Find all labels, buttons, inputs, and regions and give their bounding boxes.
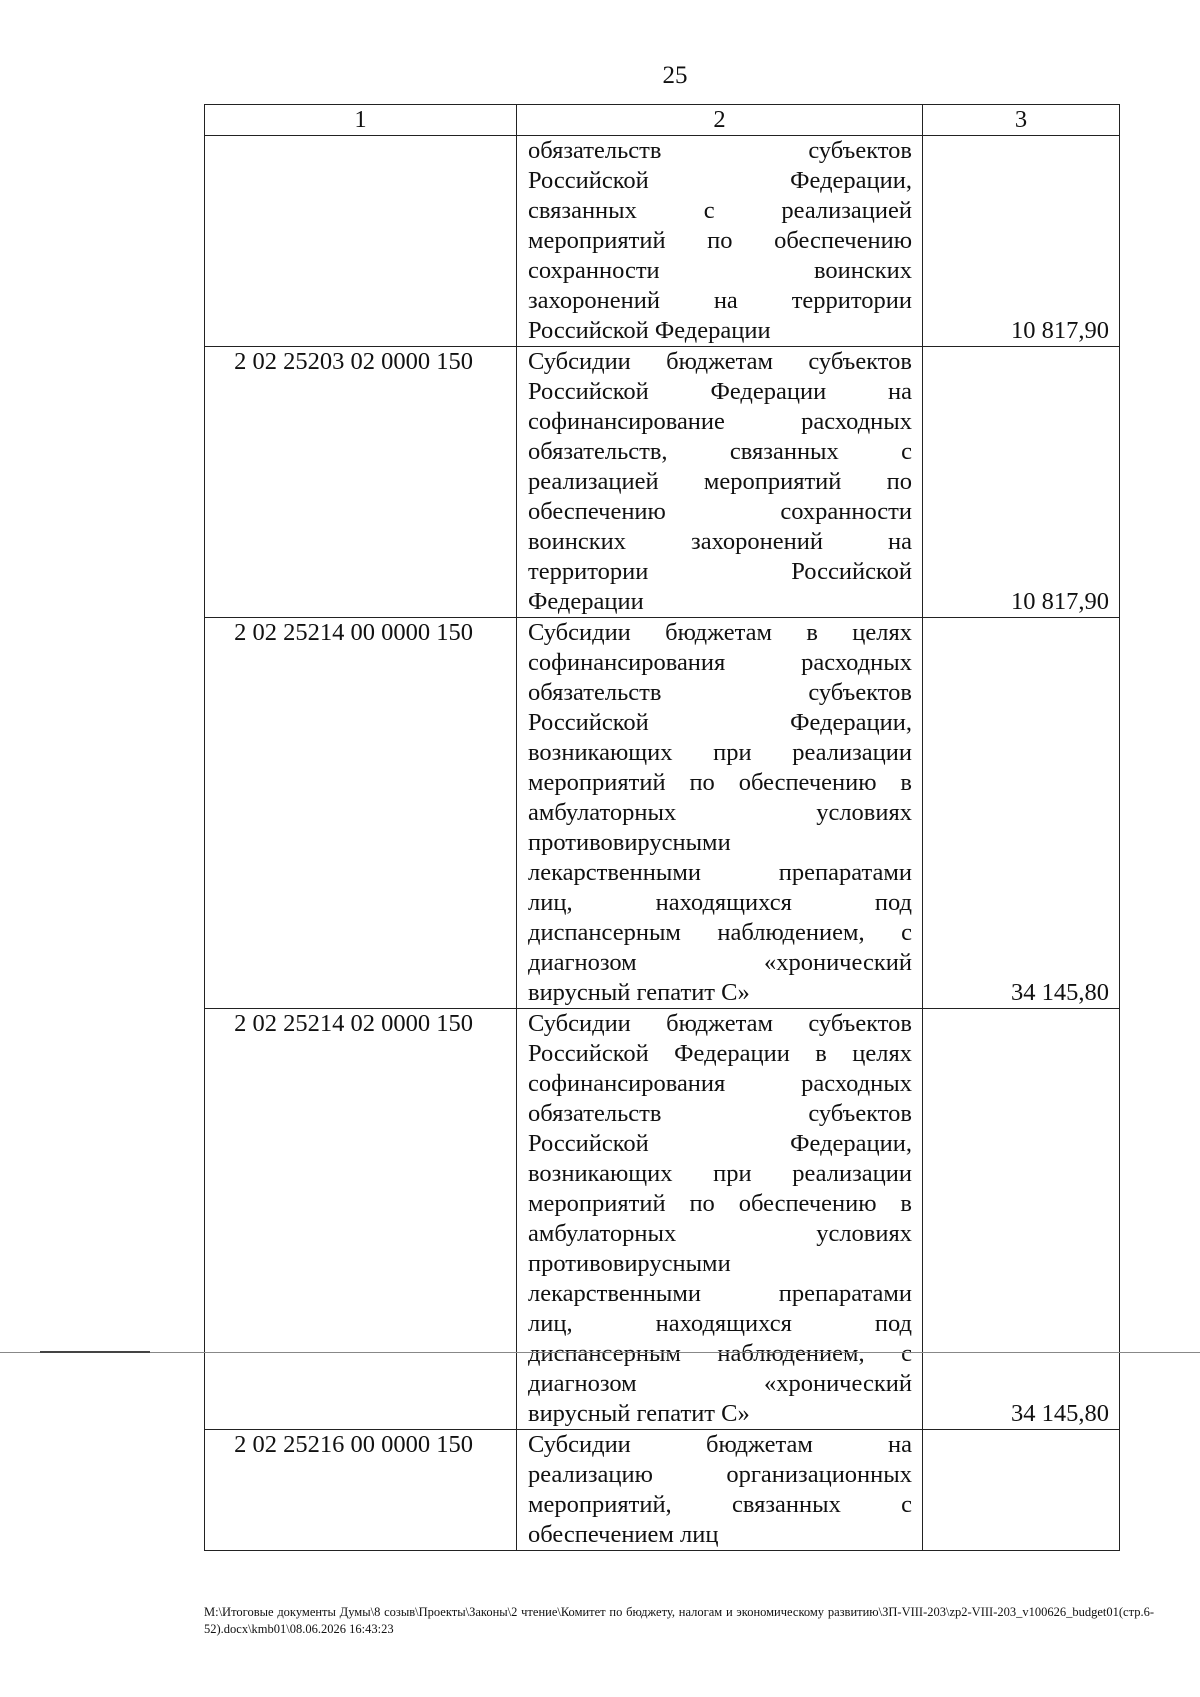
table-row (205, 347, 1120, 618)
budget-code-cell: 2 02 25214 00 0000 150 (205, 618, 517, 1009)
description-line: мероприятий по обеспечению в (528, 769, 912, 796)
description-line: противовирусными (528, 829, 731, 856)
description-line: вирусный гепатит С» (528, 979, 750, 1006)
description-line: обеспечением лиц (528, 1521, 719, 1548)
column-header-1: 1 (205, 105, 517, 136)
scan-artifact-mark (40, 1351, 150, 1354)
amount-value: 10 817,90 (1011, 317, 1109, 344)
description-line: захоронений на территории (528, 287, 912, 314)
description-line: Субсидии бюджетам субъектов (528, 348, 912, 375)
budget-code-cell: 2 02 25203 02 0000 150 (205, 347, 517, 618)
description-line: софинансирования расходных (528, 1070, 912, 1097)
description-line: Федерации (528, 588, 644, 615)
table-header-row (205, 105, 1120, 136)
description-line: связанных с реализацией (528, 197, 912, 224)
amount-cell (923, 1430, 1120, 1551)
amount-cell (923, 347, 1120, 618)
amount-value: 34 145,80 (1011, 979, 1109, 1006)
table-row (205, 136, 1120, 347)
description-line: лекарственными препаратами (528, 859, 912, 886)
description-line: обязательств субъектов (528, 679, 912, 706)
table-row (205, 1430, 1120, 1551)
amount-cell (923, 618, 1120, 1009)
description-line: противовирусными (528, 1250, 731, 1277)
description-line: лиц, находящихся под (528, 889, 912, 916)
amount-cell (923, 1009, 1120, 1430)
description-line: обязательств субъектов (528, 1100, 912, 1127)
description-line: обеспечению сохранности (528, 498, 912, 525)
budget-code-cell (205, 136, 517, 347)
description-line: Российской Федерации (528, 317, 771, 344)
description-line: реализацию организационных (528, 1461, 912, 1488)
description-line: Российской Федерации в целях (528, 1040, 912, 1067)
description-line: лекарственными препаратами (528, 1280, 912, 1307)
table-row (205, 1009, 1120, 1430)
description-line: софинансирование расходных (528, 408, 912, 435)
description-line: амбулаторных условиях (528, 1220, 912, 1247)
description-line: Субсидии бюджетам в целях (528, 619, 912, 646)
description-line: диагнозом «хронический (528, 949, 912, 976)
description-line: обязательств, связанных с (528, 438, 912, 465)
scan-artifact-line (0, 1352, 1200, 1353)
description-cell (517, 618, 923, 1009)
description-line: диспансерным наблюдением, с (528, 1340, 912, 1367)
description-line: диспансерным наблюдением, с (528, 919, 912, 946)
description-cell (517, 136, 923, 347)
description-line: вирусный гепатит С» (528, 1400, 750, 1427)
budget-code-cell: 2 02 25216 00 0000 150 (205, 1430, 517, 1551)
description-cell (517, 1430, 923, 1551)
description-line: возникающих при реализации (528, 1160, 912, 1187)
description-line: диагнозом «хронический (528, 1370, 912, 1397)
amount-value: 10 817,90 (1011, 588, 1109, 615)
description-line: Российской Федерации, (528, 709, 912, 736)
description-line: сохранности воинских (528, 257, 912, 284)
description-line: возникающих при реализации (528, 739, 912, 766)
amount-cell (923, 136, 1120, 347)
document-path-footer: M:\Итоговые документы Думы\8 созыв\Проекты\Законы\2 чтение\Комитет по бюджету, налогам и экономическому развитию\ЗП-VIII-203\zp2-VIII-203_v100626_budget01(стр.6-52).docx\kmb01\08.06.2026 16:43:23 (204, 1605, 1154, 1636)
table-row (205, 618, 1120, 1009)
description-line: софинансирования расходных (528, 649, 912, 676)
description-line: лиц, находящихся под (528, 1310, 912, 1337)
description-line: обязательств субъектов (528, 137, 912, 164)
page-number: 25 (662, 62, 688, 89)
description-line: реализацией мероприятий по (528, 468, 912, 495)
description-line: Субсидии бюджетам субъектов (528, 1010, 912, 1037)
column-header-2: 2 (517, 105, 923, 136)
budget-code-cell: 2 02 25214 02 0000 150 (205, 1009, 517, 1430)
amount-value: 34 145,80 (1011, 1400, 1109, 1427)
budget-table (204, 104, 1120, 1551)
description-line: воинских захоронений на (528, 528, 912, 555)
description-line: амбулаторных условиях (528, 799, 912, 826)
description-line: Российской Федерации, (528, 1130, 912, 1157)
description-line: Субсидии бюджетам на (528, 1431, 912, 1458)
column-header-3: 3 (923, 105, 1120, 136)
description-line: мероприятий, связанных с (528, 1491, 912, 1518)
description-line: Российской Федерации, (528, 167, 912, 194)
description-cell (517, 1009, 923, 1430)
description-line: мероприятий по обеспечению в (528, 1190, 912, 1217)
description-line: мероприятий по обеспечению (528, 227, 912, 254)
description-line: Российской Федерации на (528, 378, 912, 405)
description-cell (517, 347, 923, 618)
description-line: территории Российской (528, 558, 912, 585)
